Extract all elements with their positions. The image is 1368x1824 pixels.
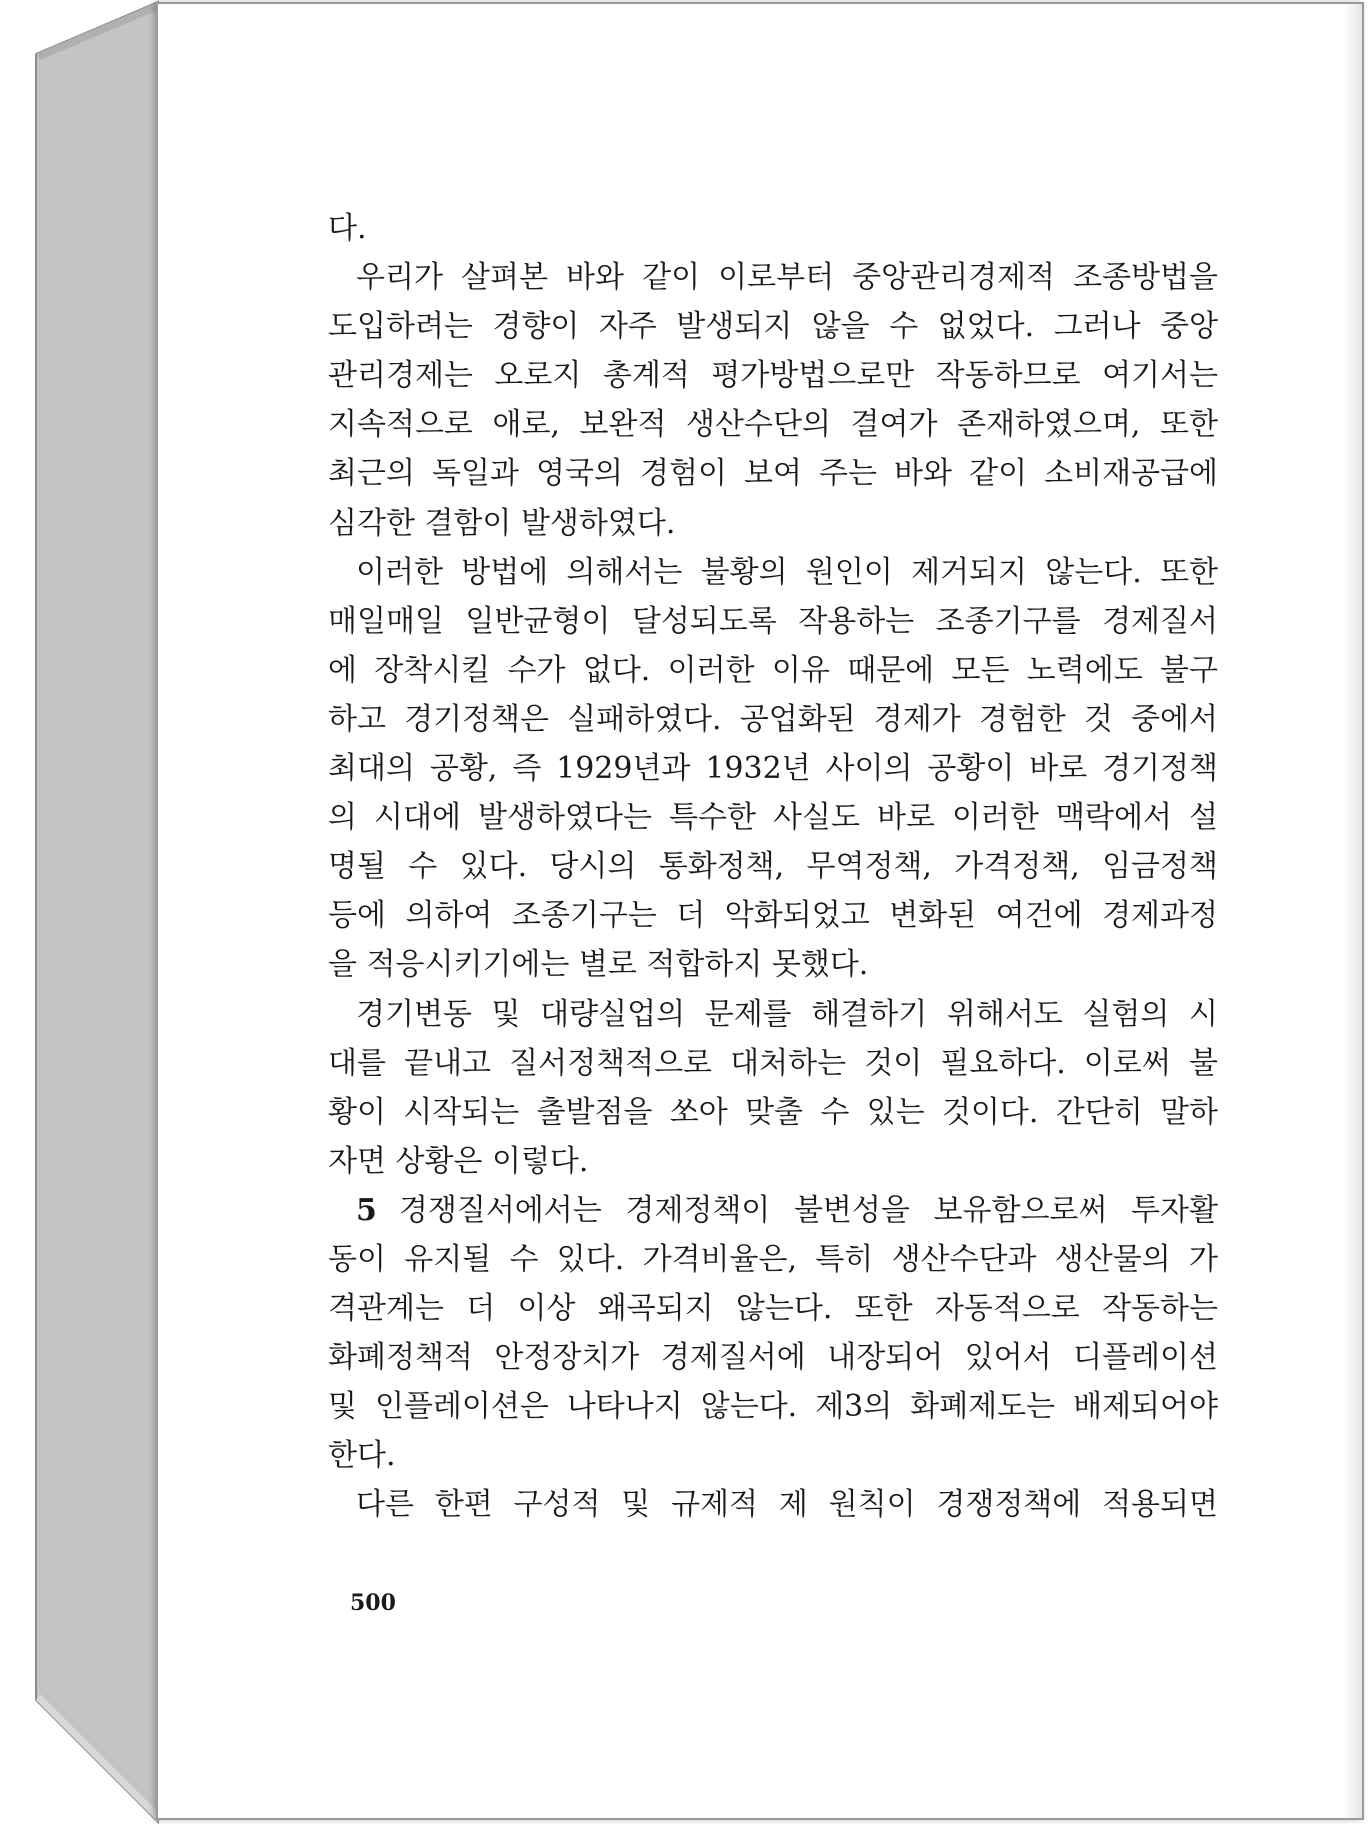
- text-line: [328, 1480, 1218, 1529]
- text-line: [328, 990, 1218, 1039]
- text-line-content: 황이 시작되는 출발점을 쏘아 맞출 수 있는 것이다. 간단히 말하: [328, 1094, 1218, 1130]
- text-line-content: 최근의 독일과 영국의 경험이 보여 주는 바와 같이 소비재공급에: [328, 456, 1218, 492]
- text-line-content: 다.: [328, 211, 367, 246]
- text-line: [328, 1235, 1218, 1284]
- text-line-content: 심각한 결함이 발생하였다.: [328, 505, 676, 541]
- text-line: [328, 695, 1218, 744]
- text-line-content: 의 시대에 발생하였다는 특수한 사실도 바로 이러한 맥락에서 설: [328, 800, 1218, 836]
- text-line-content: 지속적으로 애로, 보완적 생산수단의 결여가 존재하였으며, 또한: [328, 407, 1218, 443]
- page-edge-shade: [1344, 4, 1362, 1818]
- text-line-content: 하고 경기정책은 실패하였다. 공업화된 경제가 경험한 것 중에서: [328, 701, 1218, 737]
- text-line: [328, 597, 1218, 646]
- text-line: [328, 1333, 1218, 1382]
- text-line-content: 대를 끝내고 질서정책적으로 대처하는 것이 필요하다. 이로써 불: [328, 1045, 1218, 1081]
- text-line-content: 도입하려는 경향이 자주 발생되지 않을 수 없었다. 그러나 중앙: [328, 309, 1218, 345]
- text-line-content: 우리가 살펴본 바와 같이 이로부터 중앙관리경제적 조종방법을: [356, 260, 1218, 296]
- text-line: [328, 351, 1218, 400]
- body-text: [328, 204, 1218, 1530]
- section-number: 5: [356, 1192, 377, 1228]
- text-line-content: 한다.: [328, 1438, 396, 1474]
- text-line: [328, 253, 1218, 302]
- text-line: [328, 1382, 1218, 1431]
- text-line-content: 등에 의하여 조종기구는 더 악화되었고 변화된 여건에 경제과정: [328, 898, 1218, 934]
- text-line: [328, 1088, 1218, 1137]
- text-line: [328, 400, 1218, 449]
- text-line: [328, 793, 1218, 842]
- book-side-edge: [0, 0, 160, 1824]
- text-line: [328, 1284, 1218, 1333]
- text-line: [328, 204, 1218, 253]
- text-line-content: 동이 유지될 수 있다. 가격비율은, 특히 생산수단과 생산물의 가: [328, 1241, 1218, 1277]
- text-line: [328, 499, 1218, 548]
- text-line-content: 관리경제는 오로지 총계적 평가방법으로만 작동하므로 여기서는: [328, 358, 1218, 394]
- text-line-content: 최대의 공황, 즉 1929년과 1932년 사이의 공황이 바로 경기정책: [328, 751, 1218, 787]
- text-line-content: 격관계는 더 이상 왜곡되지 않는다. 또한 자동적으로 작동하는: [328, 1291, 1218, 1327]
- text-line: [328, 744, 1218, 793]
- text-line: [328, 1186, 1218, 1235]
- text-line-content: 을 적응시키기에는 별로 적합하지 못했다.: [328, 947, 869, 983]
- text-line-content: 에 장착시킬 수가 없다. 이러한 이유 때문에 모든 노력에도 불구: [328, 652, 1218, 688]
- text-line: [328, 1137, 1218, 1186]
- text-line: [328, 940, 1218, 989]
- text-line: [328, 1039, 1218, 1088]
- page-number: 500: [350, 1590, 396, 1616]
- text-line: [328, 302, 1218, 351]
- text-line-content: 매일매일 일반균형이 달성되도록 작용하는 조종기구를 경제질서: [328, 603, 1218, 639]
- text-line-content: 및 인플레이션은 나타나지 않는다. 제3의 화폐제도는 배제되어야: [328, 1389, 1218, 1425]
- text-line-content: 자면 상황은 이렇다.: [328, 1143, 589, 1179]
- text-line-content: 화폐정책적 안정장치가 경제질서에 내장되어 있어서 디플레이션: [328, 1340, 1218, 1376]
- text-line: [328, 1431, 1218, 1480]
- text-line-content: 이러한 방법에 의해서는 불황의 원인이 제거되지 않는다. 또한: [356, 554, 1218, 590]
- text-line: [328, 548, 1218, 597]
- text-line: [328, 891, 1218, 940]
- text-line-content: 다른 한편 구성적 및 규제적 제 원칙이 경쟁정책에 적용되면: [356, 1487, 1218, 1523]
- text-line: [328, 646, 1218, 695]
- text-line-content: 경쟁질서에서는 경제정책이 불변성을 보유함으로써 투자활: [398, 1192, 1218, 1228]
- text-line-content: 경기변동 및 대량실업의 문제를 해결하기 위해서도 실험의 시: [356, 996, 1218, 1032]
- text-line: [328, 449, 1218, 498]
- text-line: [328, 842, 1218, 891]
- text-line-content: 명될 수 있다. 당시의 통화정책, 무역정책, 가격정책, 임금정책: [328, 849, 1218, 885]
